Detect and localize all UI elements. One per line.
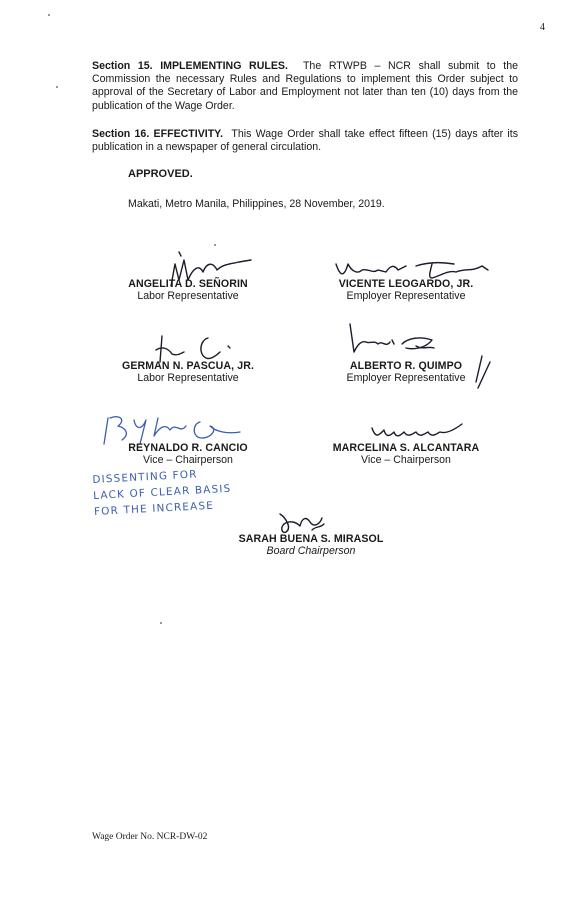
- scan-speck: [214, 244, 216, 246]
- signatory-mirasol: [218, 533, 404, 557]
- signatory-name: ALBERTO R. QUIMPO: [349, 360, 463, 372]
- signatory-name: VICENTE LEOGARDO, JR.: [338, 278, 474, 290]
- note-line: DISSENTING FOR: [92, 468, 198, 486]
- signatory-pascua: [103, 360, 273, 384]
- dateline: Makati, Metro Manila, Philippines, 28 November, 2019.: [128, 198, 385, 210]
- section-15-heading: Section 15. IMPLEMENTING RULES.: [92, 60, 288, 72]
- note-line: FOR THE INCREASE: [93, 499, 215, 518]
- signature-alcantara: [368, 420, 468, 444]
- signatory-role: Employer Representative: [346, 290, 466, 302]
- scan-speck: [56, 86, 58, 88]
- signatory-name: GERMAN N. PASCUA, JR.: [122, 360, 254, 372]
- handwritten-dissent-note: [92, 465, 233, 520]
- approved-label: APPROVED.: [128, 168, 193, 180]
- signatory-role: Board Chairperson: [266, 545, 356, 557]
- signatory-cancio: [103, 442, 273, 466]
- signatory-role: Labor Representative: [137, 290, 239, 302]
- footer-wage-order-number: Wage Order No. NCR-DW-02: [92, 832, 208, 842]
- signature-quimpo: [346, 318, 486, 366]
- section-16-heading: Section 16. EFFECTIVITY.: [92, 128, 224, 140]
- signatory-role: Vice – Chairperson: [361, 454, 451, 466]
- section-15-body: The RTWPB – NCR shall submit to the Commission the necessary Rules and Regulations to implement this Order subject to approval of the Secretary of Labor and Employment not later than ten (10) days from the publication of the Wage Order.: [92, 60, 518, 112]
- signatory-role: Labor Representative: [137, 372, 239, 384]
- signatory-senorin: [103, 278, 273, 302]
- scan-speck: [160, 622, 162, 624]
- signatory-leogardo: [316, 278, 496, 302]
- signatory-quimpo: [316, 360, 496, 384]
- section-15-paragraph: [92, 60, 518, 113]
- section-16-paragraph: [92, 128, 518, 154]
- note-line: LACK OF CLEAR BASIS: [92, 482, 232, 502]
- signatory-role: Employer Representative: [346, 372, 466, 384]
- signatory-name: MARCELINA S. ALCANTARA: [332, 442, 480, 454]
- signatory-name: REYNALDO R. CANCIO: [128, 442, 248, 454]
- scan-speck: [48, 14, 50, 16]
- signatory-role: Vice – Chairperson: [143, 454, 233, 466]
- signatory-name: ANGELITA D. SEÑORIN: [128, 278, 248, 290]
- signatory-name: SARAH BUENA S. MIRASOL: [238, 533, 384, 545]
- page-number: 4: [540, 22, 545, 33]
- signatory-alcantara: [316, 442, 496, 466]
- section-16-body: This Wage Order shall take effect fifteen (15) days after its publication in a newspaper of general circulation.: [92, 128, 518, 154]
